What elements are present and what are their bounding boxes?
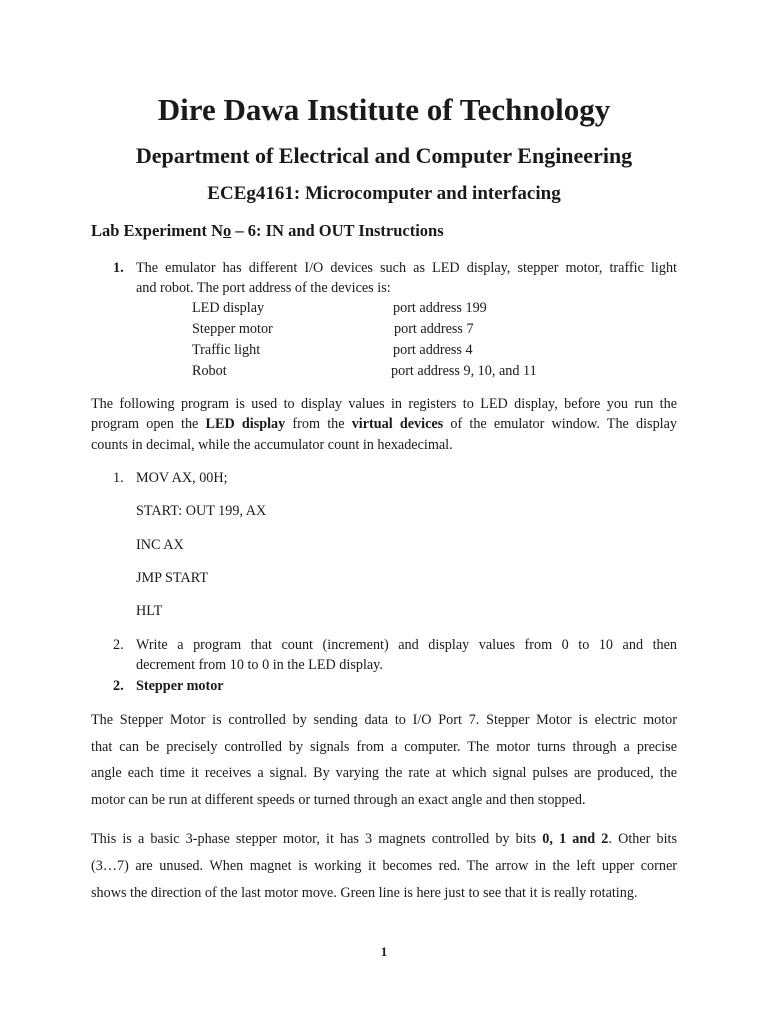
port-address-led: port address 199 [393,300,487,316]
lab-title-prefix: Lab Experiment N [91,221,223,240]
phase-para-line1 [91,831,677,848]
program-line: START: OUT 199, AX [136,503,267,519]
course-title: ECEg4161: Microcomputer and interfacing [207,183,561,204]
port-address-traffic: port address 4 [393,342,473,358]
task2-line2: decrement from 10 to 0 in the LED display. [136,657,383,673]
port-device-traffic: Traffic light [192,342,261,358]
port-device-robot: Robot [192,363,227,379]
port-device-led: LED display [192,300,265,316]
task2-line1: Write a program that count (increment) and display values from 0 to 10 and then [136,637,677,653]
led-para-line3: counts in decimal, while the accumulator count in hexadecimal. [91,437,453,453]
section1-line1: The emulator has different I/O devices such as LED display, stepper motor, traffic light [136,260,677,276]
task2-number: 2. [113,637,124,653]
program-line: MOV AX, 00H; [136,470,228,486]
led-para-line1: The following program is used to display values in registers to LED display, before you run the [91,396,677,412]
port-address-robot: port address 9, 10, and 11 [391,363,537,379]
phase-para-line3: shows the direction of the last motor move. Green line is here just to see that it is really rotating. [91,885,638,901]
program-number: 1. [113,470,124,486]
led-para-text: from the [285,416,352,432]
lab-title-o: o [223,221,232,240]
section2-title: Stepper motor [136,678,224,694]
port-device-stepper: Stepper motor [192,321,273,337]
lab-title-rest: – 6: IN and OUT Instructions [231,221,444,240]
stepper-para-line1: The Stepper Motor is controlled by sending data to I/O Port 7. Stepper Motor is electric motor [91,712,677,728]
program-line: INC AX [136,537,184,553]
program-line: JMP START [136,570,208,586]
led-display-bold: LED display [205,416,286,432]
stepper-para-line4: motor can be run at different speeds or turned through an exact angle and then stopped. [91,792,586,808]
bits-bold: 0, 1 and 2 [542,831,609,847]
stepper-para-line2: that can be precisely controlled by signals from a computer. The motor turns through a precise [91,739,677,755]
institute-title: Dire Dawa Institute of Technology [157,92,611,127]
section2-number: 2. [113,678,124,694]
lab-experiment-title [91,221,444,241]
port-address-stepper: port address 7 [394,321,474,337]
department-title: Department of Electrical and Computer Engineering [135,143,633,168]
led-para-text: of the emulator window. The display [443,416,677,432]
phase-para-text: This is a basic 3-phase stepper motor, it has 3 magnets controlled by bits [91,831,543,847]
page-number: 1 [380,944,388,959]
section1-number: 1. [113,260,124,276]
phase-para-line2: (3…7) are unused. When magnet is working it becomes red. The arrow in the left upper corner [91,858,677,874]
led-para-text: program open the [91,416,206,432]
virtual-devices-bold: virtual devices [351,416,444,432]
stepper-para-line3: angle each time it receives a signal. By varying the rate at which signal pulses are produced, the [91,765,677,781]
program-line: HLT [136,603,163,619]
section1-line2: and robot. The port address of the devices is: [136,280,391,296]
phase-para-text: . Other bits [608,831,677,847]
led-para-line2 [91,416,677,433]
